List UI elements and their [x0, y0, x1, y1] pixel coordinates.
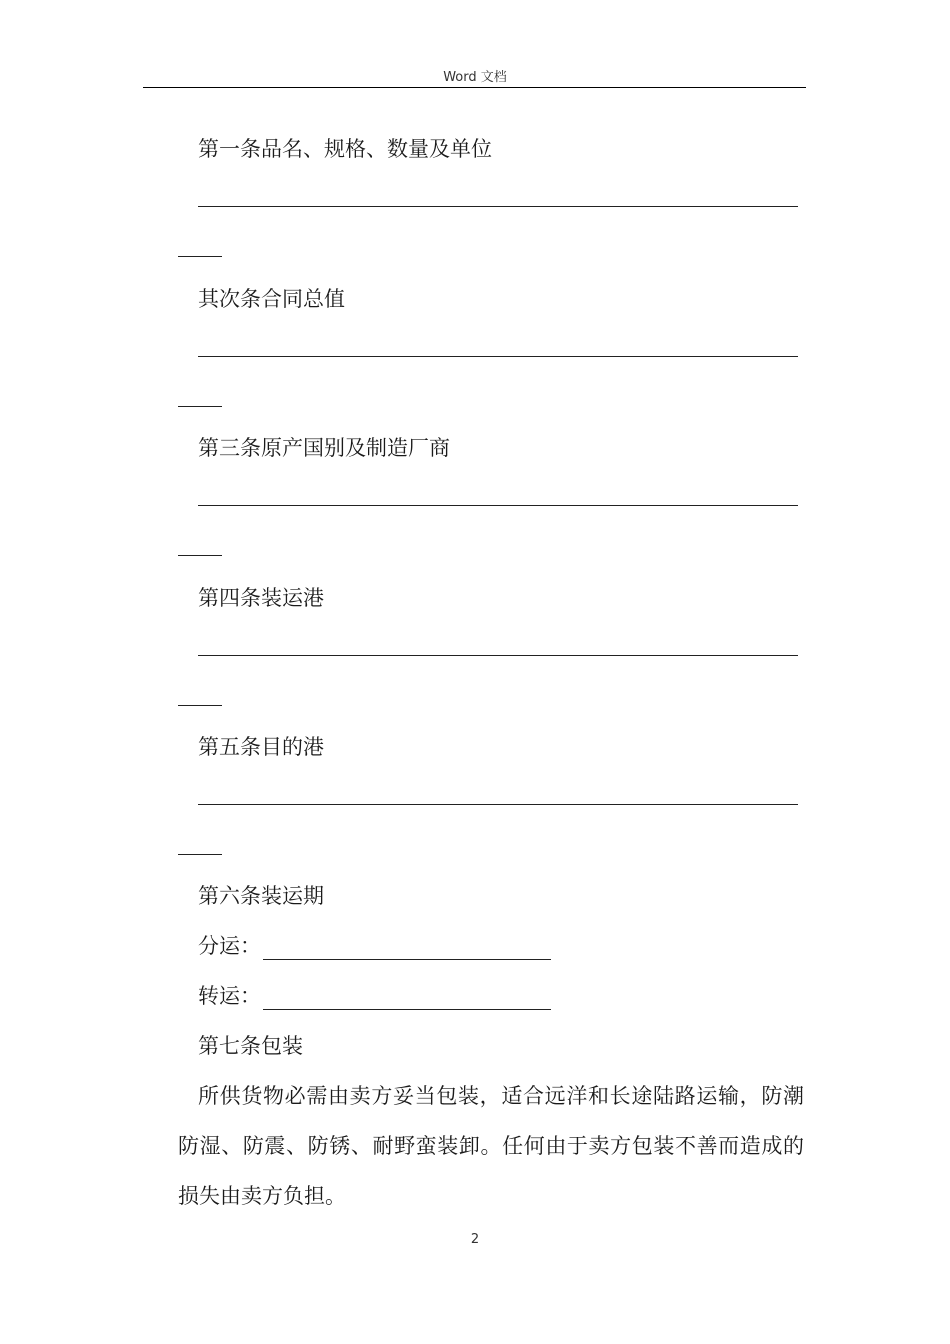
- partial-shipment-blank[interactable]: [263, 959, 551, 960]
- article-5-blank-tail[interactable]: [178, 854, 222, 855]
- article-1-blank-line[interactable]: [198, 206, 798, 207]
- transshipment-blank[interactable]: [263, 1009, 551, 1010]
- page-number: 2: [470, 1232, 480, 1247]
- article-4-blank-tail[interactable]: [178, 705, 222, 706]
- transshipment-label: 转运：: [198, 984, 261, 1008]
- partial-shipment-label: 分运：: [198, 934, 261, 958]
- article-1-blank-tail[interactable]: [178, 256, 222, 257]
- article-5-blank-line[interactable]: [198, 804, 798, 805]
- article-3-blank-tail[interactable]: [178, 555, 222, 556]
- article-3-heading: 第三条原产国别及制造厂商: [198, 436, 450, 460]
- article-2-blank-line[interactable]: [198, 356, 798, 357]
- article-5-heading: 第五条目的港: [198, 735, 324, 759]
- article-1-heading: 第一条品名、规格、数量及单位: [198, 137, 492, 161]
- article-4-heading: 第四条装运港: [198, 586, 324, 610]
- partial-shipment-field: [198, 931, 551, 961]
- article-2-heading: 其次条合同总值: [198, 287, 345, 311]
- article-2-blank-tail[interactable]: [178, 406, 222, 407]
- article-6-heading: 第六条装运期: [198, 884, 324, 908]
- article-3-blank-line[interactable]: [198, 505, 798, 506]
- article-4-blank-line[interactable]: [198, 655, 798, 656]
- packing-paragraph: 所供货物必需由卖方妥当包装，适合远洋和长途陆路运输，防潮防湿、防震、防锈、耐野蛮装卸。任何由于卖方包装不善而造成的损失由卖方负担。: [178, 1084, 804, 1208]
- page-header: Word 文档: [443, 70, 507, 85]
- transshipment-field: [198, 981, 551, 1011]
- article-7-heading: 第七条包装: [198, 1034, 303, 1058]
